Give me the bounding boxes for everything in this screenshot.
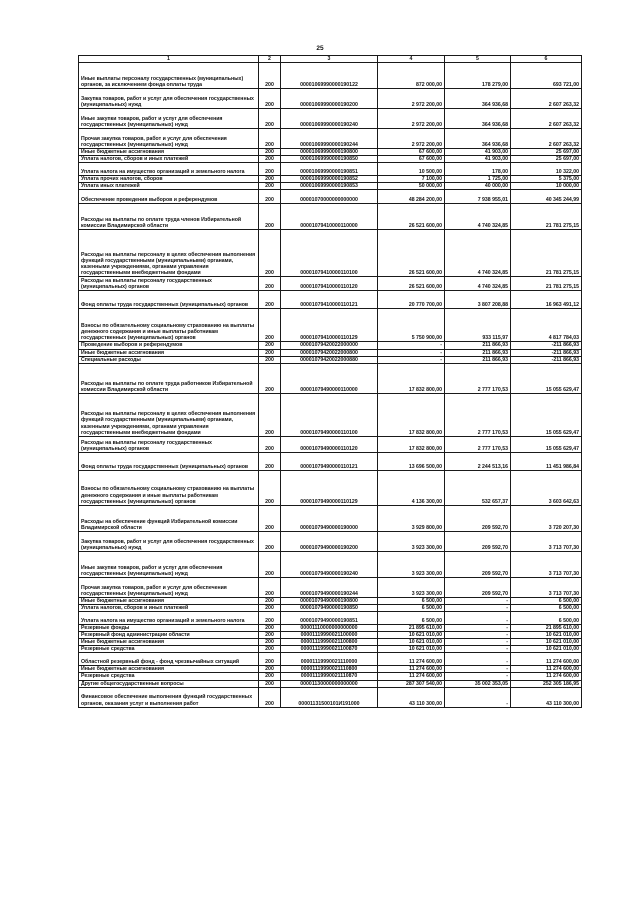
table-row (79, 183, 582, 190)
row-budget-code: 00001119990021110870 (281, 673, 378, 680)
row-line-code: 200 (259, 624, 281, 631)
row-budget-code: 00001131500101И191000 (281, 687, 378, 707)
row-budget-code: 00001079490000110120 (281, 436, 378, 452)
row-unexecuted-amount: 3 720 207,30 (511, 505, 582, 531)
table-row (79, 639, 582, 646)
row-name: Расходы на выплаты по оплате труда работников Избирательной комиссии Владимирской области (79, 363, 259, 393)
row-unexecuted-amount: 21 781 275,15 (511, 277, 582, 291)
row-unexecuted-amount: -211 866,93 (511, 349, 582, 356)
row-line-code: 200 (259, 505, 281, 531)
row-budget-code: 00001069990000190850 (281, 156, 378, 163)
row-name: Прочая закупка товаров, работ и услуг для обеспечения государственных (муниципальных) нужд (79, 129, 259, 149)
row-line-code: 200 (259, 666, 281, 673)
row-executed-amount: - (445, 611, 511, 624)
row-budget-code: 00001079490000110000 (281, 363, 378, 393)
row-budget-code: 00001069990000190244 (281, 129, 378, 149)
table-row (79, 577, 582, 597)
row-executed-amount: 209 592,70 (445, 531, 511, 551)
budget-table-body (79, 56, 582, 708)
column-number-3: 3 (281, 56, 378, 63)
column-number-1: 1 (79, 56, 259, 63)
row-unexecuted-amount: 6 500,00 (511, 604, 582, 611)
row-line-code: 200 (259, 680, 281, 687)
row-executed-amount: - (445, 597, 511, 604)
table-row (79, 470, 582, 505)
row-name: Иные выплаты персоналу государственных (муниципальных) органов, за исключением фонда оплаты труда (79, 63, 259, 89)
row-unexecuted-amount: 11 451 986,84 (511, 452, 582, 470)
row-budget-code: 00001069990000190200 (281, 89, 378, 109)
row-budget-code: 00001069990000190851 (281, 163, 378, 176)
table-row (79, 597, 582, 604)
row-executed-amount: 209 592,70 (445, 577, 511, 597)
row-executed-amount: 211 866,93 (445, 342, 511, 349)
row-budget-code: 00001079490000190240 (281, 551, 378, 577)
row-name: Расходы на выплаты персоналу государственных (муниципальных) органов (79, 436, 259, 452)
row-line-code: 200 (259, 577, 281, 597)
row-name: Обеспечение проведения выборов и референдумов (79, 190, 259, 204)
row-budget-code: 00001079410000110121 (281, 291, 378, 309)
table-row (79, 230, 582, 277)
row-unexecuted-amount: 6 500,00 (511, 611, 582, 624)
row-approved-amount: 26 521 600,00 (378, 204, 445, 230)
row-approved-amount: - (378, 342, 445, 349)
table-row (79, 89, 582, 109)
row-budget-code: 00001119990021100870 (281, 646, 378, 653)
table-row (79, 624, 582, 631)
table-row (79, 190, 582, 204)
row-approved-amount: 2 972 200,00 (378, 129, 445, 149)
row-approved-amount: 872 000,00 (378, 63, 445, 89)
row-approved-amount: 2 972 200,00 (378, 89, 445, 109)
table-row (79, 149, 582, 156)
row-executed-amount: 364 936,68 (445, 129, 511, 149)
row-name: Закупка товаров, работ и услуг для обеспечения государственных (муниципальных) нужд (79, 89, 259, 109)
row-budget-code: 00001079490000190244 (281, 577, 378, 597)
row-unexecuted-amount: 25 697,00 (511, 149, 582, 156)
row-executed-amount: 2 777 170,53 (445, 363, 511, 393)
row-executed-amount: 532 657,37 (445, 470, 511, 505)
row-line-code: 200 (259, 176, 281, 183)
column-number-6: 6 (511, 56, 582, 63)
table-row (79, 349, 582, 356)
row-line-code: 200 (259, 277, 281, 291)
row-line-code: 200 (259, 356, 281, 363)
table-row (79, 63, 582, 89)
row-executed-amount: 364 936,68 (445, 109, 511, 129)
row-budget-code: 00001079420022000000 (281, 342, 378, 349)
row-line-code: 200 (259, 163, 281, 176)
row-unexecuted-amount: 6 500,00 (511, 597, 582, 604)
table-row (79, 393, 582, 436)
row-budget-code: 00001079490000190000 (281, 505, 378, 531)
row-line-code: 200 (259, 183, 281, 190)
row-name: Иные закупки товаров, работ и услуг для обеспечения государственных (муниципальных) нужд (79, 109, 259, 129)
row-name: Резервные средства (79, 673, 259, 680)
row-executed-amount: 178 279,00 (445, 63, 511, 89)
row-approved-amount: 3 929 800,00 (378, 505, 445, 531)
row-line-code: 200 (259, 349, 281, 356)
row-unexecuted-amount: 15 055 629,47 (511, 436, 582, 452)
row-unexecuted-amount: 3 603 642,63 (511, 470, 582, 505)
budget-table (78, 55, 582, 708)
row-budget-code: 00001079490000110121 (281, 452, 378, 470)
row-budget-code: 00001079490000190851 (281, 611, 378, 624)
row-line-code: 200 (259, 611, 281, 624)
row-budget-code: 00001079490000190200 (281, 531, 378, 551)
row-name: Резервные средства (79, 646, 259, 653)
row-line-code: 200 (259, 156, 281, 163)
row-name: Иные закупки товаров, работ и услуг для обеспечения государственных (муниципальных) нужд (79, 551, 259, 577)
row-name: Проведение выборов и референдумов (79, 342, 259, 349)
table-row (79, 551, 582, 577)
row-unexecuted-amount: 10 621 010,00 (511, 632, 582, 639)
row-executed-amount: - (445, 646, 511, 653)
row-executed-amount: 4 740 324,85 (445, 277, 511, 291)
row-budget-code: 00001079490000110100 (281, 393, 378, 436)
row-approved-amount: 4 136 300,00 (378, 470, 445, 505)
table-row (79, 653, 582, 666)
table-row (79, 611, 582, 624)
row-name: Резервные фонды (79, 624, 259, 631)
row-line-code: 200 (259, 646, 281, 653)
row-line-code: 200 (259, 604, 281, 611)
table-row (79, 277, 582, 291)
row-executed-amount: - (445, 653, 511, 666)
row-name: Резервный фонд администрации области (79, 632, 259, 639)
row-budget-code: 00001119990021110800 (281, 666, 378, 673)
row-budget-code: 00001119990021100000 (281, 632, 378, 639)
row-approved-amount: - (378, 349, 445, 356)
row-unexecuted-amount: 11 274 600,00 (511, 673, 582, 680)
row-name: Другие общегосударственные вопросы (79, 680, 259, 687)
row-approved-amount: 5 750 900,00 (378, 309, 445, 342)
row-executed-amount: 209 592,70 (445, 505, 511, 531)
row-name: Уплата прочих налогов, сборов (79, 176, 259, 183)
row-approved-amount: 3 923 300,00 (378, 531, 445, 551)
table-row (79, 680, 582, 687)
row-name: Уплата налога на имущество организаций и земельного налога (79, 611, 259, 624)
row-executed-amount: - (445, 666, 511, 673)
row-approved-amount: 67 600,00 (378, 149, 445, 156)
table-row (79, 687, 582, 707)
table-row (79, 291, 582, 309)
row-approved-amount: 26 521 600,00 (378, 230, 445, 277)
table-row (79, 309, 582, 342)
table-row (79, 163, 582, 176)
row-name: Расходы на выплаты персоналу в целях обеспечения выполнения функций государственными (муниципальными) органами, казенными учреждениями, органами управления государственными внебюджетными фондами (79, 230, 259, 277)
row-executed-amount: 211 866,93 (445, 349, 511, 356)
row-line-code: 200 (259, 149, 281, 156)
column-number-2: 2 (259, 56, 281, 63)
table-row (79, 505, 582, 531)
row-approved-amount: 13 696 500,00 (378, 452, 445, 470)
row-line-code: 200 (259, 653, 281, 666)
row-line-code: 200 (259, 342, 281, 349)
row-name: Иные бюджетные ассигнования (79, 666, 259, 673)
row-unexecuted-amount: 252 305 186,95 (511, 680, 582, 687)
row-unexecuted-amount: -211 866,93 (511, 356, 582, 363)
row-name: Прочая закупка товаров, работ и услуг для обеспечения государственных (муниципальных) нужд (79, 577, 259, 597)
row-budget-code: 00001079490000190800 (281, 597, 378, 604)
table-row (79, 604, 582, 611)
row-approved-amount: - (378, 356, 445, 363)
row-line-code: 200 (259, 291, 281, 309)
row-budget-code: 00001119990021110000 (281, 653, 378, 666)
row-budget-code: 00001069990000190852 (281, 176, 378, 183)
row-executed-amount: 7 938 955,01 (445, 190, 511, 204)
table-row (79, 356, 582, 363)
row-name: Уплата налога на имущество организаций и земельного налога (79, 163, 259, 176)
row-line-code: 200 (259, 687, 281, 707)
row-executed-amount: 1 725,00 (445, 176, 511, 183)
row-unexecuted-amount: 40 345 244,99 (511, 190, 582, 204)
row-unexecuted-amount: 15 055 629,47 (511, 393, 582, 436)
row-unexecuted-amount: 3 713 707,30 (511, 577, 582, 597)
row-executed-amount: 3 807 208,88 (445, 291, 511, 309)
row-budget-code: 00001069990000190122 (281, 63, 378, 89)
table-row (79, 342, 582, 349)
row-approved-amount: 6 500,00 (378, 597, 445, 604)
row-line-code: 200 (259, 89, 281, 109)
row-approved-amount: 3 923 300,00 (378, 551, 445, 577)
row-name: Фонд оплаты труда государственных (муниципальных) органов (79, 291, 259, 309)
row-approved-amount: 43 110 300,00 (378, 687, 445, 707)
row-approved-amount: 287 307 540,00 (378, 680, 445, 687)
table-row (79, 156, 582, 163)
row-executed-amount: - (445, 687, 511, 707)
table-row (79, 436, 582, 452)
row-budget-code: 00001079420022000880 (281, 356, 378, 363)
row-line-code: 200 (259, 597, 281, 604)
row-line-code: 200 (259, 531, 281, 551)
row-approved-amount: 26 521 600,00 (378, 277, 445, 291)
row-budget-code: 00001079410000110000 (281, 204, 378, 230)
table-row (79, 632, 582, 639)
row-unexecuted-amount: 10 621 010,00 (511, 639, 582, 646)
row-name: Взносы по обязательному социальному страхованию на выплаты денежного содержания и иные выплаты работникам государственных (муниципальных) органов (79, 309, 259, 342)
table-row (79, 363, 582, 393)
row-line-code: 200 (259, 632, 281, 639)
row-executed-amount: 933 115,97 (445, 309, 511, 342)
row-unexecuted-amount: 10 322,00 (511, 163, 582, 176)
row-approved-amount: 50 000,00 (378, 183, 445, 190)
row-name: Взносы по обязательному социальному страхованию на выплаты денежного содержания и иные выплаты работникам государственных (муниципальных) органов (79, 470, 259, 505)
table-row (79, 452, 582, 470)
row-unexecuted-amount: 21 781 275,15 (511, 230, 582, 277)
row-name: Расходы на выплаты персоналу в целях обеспечения выполнения функций государственными (муниципальными) органами, казенными учреждениями, органами управления государственными внебюджетными фондами (79, 393, 259, 436)
column-number-5: 5 (445, 56, 511, 63)
table-row (79, 646, 582, 653)
row-budget-code: 00001119990021100800 (281, 639, 378, 646)
row-unexecuted-amount: 2 607 263,32 (511, 129, 582, 149)
row-budget-code: 00001069990000190853 (281, 183, 378, 190)
row-unexecuted-amount: 11 274 600,00 (511, 653, 582, 666)
row-executed-amount: 4 740 324,85 (445, 230, 511, 277)
row-executed-amount: - (445, 639, 511, 646)
row-line-code: 200 (259, 436, 281, 452)
row-name: Финансовое обеспечение выполнения функций государственных органов, оказания услуг и выполнения работ (79, 687, 259, 707)
row-line-code: 200 (259, 393, 281, 436)
table-row (79, 673, 582, 680)
row-approved-amount: 6 500,00 (378, 604, 445, 611)
row-executed-amount: - (445, 604, 511, 611)
row-executed-amount: 2 777 170,53 (445, 393, 511, 436)
row-line-code: 200 (259, 673, 281, 680)
row-budget-code: 00001069990000190240 (281, 109, 378, 129)
row-line-code: 200 (259, 129, 281, 149)
row-unexecuted-amount: 11 274 600,00 (511, 666, 582, 673)
row-budget-code: 00001079490000110129 (281, 470, 378, 505)
row-executed-amount: 178,00 (445, 163, 511, 176)
row-name: Иные бюджетные ассигнования (79, 149, 259, 156)
row-unexecuted-amount: 16 963 491,12 (511, 291, 582, 309)
row-line-code: 200 (259, 639, 281, 646)
row-unexecuted-amount: 2 607 263,32 (511, 89, 582, 109)
row-name: Иные бюджетные ассигнования (79, 349, 259, 356)
row-line-code: 200 (259, 470, 281, 505)
table-row (79, 129, 582, 149)
table-row (79, 109, 582, 129)
row-line-code: 200 (259, 230, 281, 277)
row-name: Уплата иных платежей (79, 183, 259, 190)
row-approved-amount: 20 770 700,00 (378, 291, 445, 309)
row-budget-code: 00001079410000110129 (281, 309, 378, 342)
page-number: 25 (316, 45, 324, 52)
row-line-code: 200 (259, 204, 281, 230)
row-unexecuted-amount: 693 721,00 (511, 63, 582, 89)
row-approved-amount: 48 284 200,00 (378, 190, 445, 204)
row-unexecuted-amount: 3 713 707,30 (511, 531, 582, 551)
row-budget-code: 00001079420022000800 (281, 349, 378, 356)
row-unexecuted-amount: 15 055 629,47 (511, 363, 582, 393)
row-unexecuted-amount: 4 817 784,03 (511, 309, 582, 342)
table-row (79, 666, 582, 673)
row-name: Закупка товаров, работ и услуг для обеспечения государственных (муниципальных) нужд (79, 531, 259, 551)
row-budget-code: 00001110000000000000 (281, 624, 378, 631)
row-unexecuted-amount: 10 621 010,00 (511, 646, 582, 653)
row-approved-amount: 17 832 800,00 (378, 363, 445, 393)
row-approved-amount: 3 923 300,00 (378, 577, 445, 597)
row-executed-amount: 2 777 170,53 (445, 436, 511, 452)
row-unexecuted-amount: 43 110 300,00 (511, 687, 582, 707)
table-row (79, 204, 582, 230)
row-unexecuted-amount: 3 713 707,30 (511, 551, 582, 577)
row-line-code: 200 (259, 109, 281, 129)
row-unexecuted-amount: 21 895 610,00 (511, 624, 582, 631)
row-executed-amount: 41 903,00 (445, 149, 511, 156)
row-approved-amount: 10 621 010,00 (378, 639, 445, 646)
row-name: Уплата налогов, сборов и иных платежей (79, 604, 259, 611)
row-approved-amount: 11 274 600,00 (378, 673, 445, 680)
row-unexecuted-amount: 2 607 263,32 (511, 109, 582, 129)
row-executed-amount: 211 866,93 (445, 356, 511, 363)
row-name: Расходы на выплаты персоналу государственных (муниципальных) органов (79, 277, 259, 291)
row-budget-code: 00001069990000190800 (281, 149, 378, 156)
row-budget-code: 00001079410000110100 (281, 230, 378, 277)
row-unexecuted-amount: -211 866,93 (511, 342, 582, 349)
row-budget-code: 00001079490000190850 (281, 604, 378, 611)
row-executed-amount: - (445, 632, 511, 639)
row-approved-amount: 17 832 800,00 (378, 393, 445, 436)
table-row (79, 176, 582, 183)
row-name: Специальные расходы (79, 356, 259, 363)
row-executed-amount: 35 002 353,05 (445, 680, 511, 687)
column-number-4: 4 (378, 56, 445, 63)
row-executed-amount: 4 740 324,85 (445, 204, 511, 230)
table-row (79, 531, 582, 551)
row-approved-amount: 11 274 600,00 (378, 653, 445, 666)
row-line-code: 200 (259, 551, 281, 577)
row-approved-amount: 7 100,00 (378, 176, 445, 183)
row-approved-amount: 67 600,00 (378, 156, 445, 163)
row-name: Фонд оплаты труда государственных (муниципальных) органов (79, 452, 259, 470)
row-approved-amount: 10 621 010,00 (378, 632, 445, 639)
row-line-code: 200 (259, 363, 281, 393)
row-approved-amount: 11 274 600,00 (378, 666, 445, 673)
row-budget-code: 00001070000000000000 (281, 190, 378, 204)
row-line-code: 200 (259, 309, 281, 342)
row-executed-amount: 364 936,68 (445, 89, 511, 109)
row-budget-code: 00001079410000110120 (281, 277, 378, 291)
row-executed-amount: 2 244 513,16 (445, 452, 511, 470)
row-executed-amount: - (445, 673, 511, 680)
row-executed-amount: 41 903,00 (445, 156, 511, 163)
row-executed-amount: 209 592,70 (445, 551, 511, 577)
row-executed-amount: - (445, 624, 511, 631)
row-line-code: 200 (259, 190, 281, 204)
row-name: Областной резервный фонд - фонд чрезвычайных ситуаций (79, 653, 259, 666)
row-unexecuted-amount: 21 781 275,15 (511, 204, 582, 230)
row-approved-amount: 2 972 200,00 (378, 109, 445, 129)
row-approved-amount: 10 500,00 (378, 163, 445, 176)
row-name: Расходы на выплаты по оплате труда членов Избирательной комиссии Владимирской области (79, 204, 259, 230)
row-approved-amount: 21 895 610,00 (378, 624, 445, 631)
row-name: Иные бюджетные ассигнования (79, 639, 259, 646)
row-line-code: 200 (259, 63, 281, 89)
row-unexecuted-amount: 10 000,00 (511, 183, 582, 190)
row-approved-amount: 17 832 800,00 (378, 436, 445, 452)
column-numbers-row (79, 56, 582, 63)
row-name: Иные бюджетные ассигнования (79, 597, 259, 604)
row-approved-amount: 6 500,00 (378, 611, 445, 624)
row-name: Расходы на обеспечение функций Избирательной комиссии Владимирской области (79, 505, 259, 531)
row-executed-amount: 40 000,00 (445, 183, 511, 190)
row-budget-code: 00001130000000000000 (281, 680, 378, 687)
row-unexecuted-amount: 25 697,00 (511, 156, 582, 163)
row-approved-amount: 10 621 010,00 (378, 646, 445, 653)
row-line-code: 200 (259, 452, 281, 470)
row-unexecuted-amount: 5 375,00 (511, 176, 582, 183)
row-name: Уплата налогов, сборов и иных платежей (79, 156, 259, 163)
